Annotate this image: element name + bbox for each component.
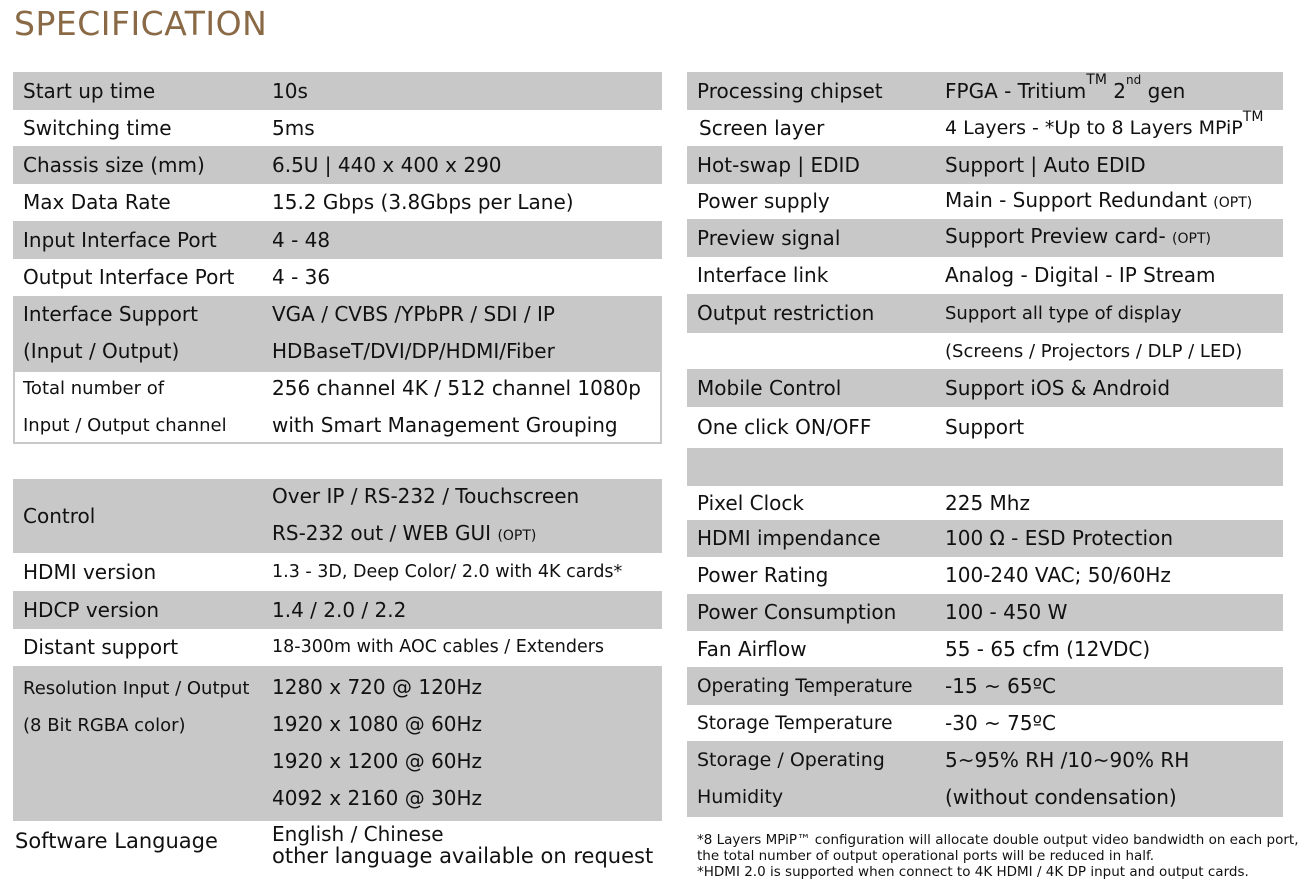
spec-label: HDCP version	[23, 597, 160, 622]
spec-label	[23, 670, 249, 821]
spec-value-line: HDBaseT/DVI/DP/HDMI/Fiber	[272, 339, 555, 363]
spec-value: Support	[945, 415, 1025, 439]
spec-row-humidity	[687, 741, 1283, 817]
resolution-item: 1920 x 1200 @ 60Hz	[272, 749, 483, 773]
spec-row-start-up	[13, 72, 662, 110]
spec-row-channels	[13, 370, 662, 444]
spec-value: 18-300m with AOC cables / Extenders	[272, 637, 605, 657]
spec-value-inline	[945, 218, 1211, 258]
spec-row-switching	[13, 110, 662, 146]
spec-label-line: (Input / Output)	[23, 339, 180, 363]
spec-value-line: with Smart Management Grouping	[272, 413, 618, 437]
spec-row-chipset	[687, 72, 1283, 110]
spec-label: Operating Temperature	[697, 675, 913, 697]
spec-value-line: English / Chinese	[272, 822, 444, 846]
spec-label: Switching time	[23, 115, 172, 140]
spec-value-line: VGA / CVBS /YPbPR / SDI / IP	[272, 302, 555, 326]
spec-row-distant	[13, 629, 662, 666]
spec-value	[945, 184, 1252, 219]
resolution-item: 1920 x 1080 @ 60Hz	[272, 712, 483, 736]
spec-row-op-temp	[687, 667, 1283, 705]
spec-row-power-consumption	[687, 594, 1283, 631]
spec-value	[945, 741, 1189, 817]
spec-label-line: Input / Output channel	[23, 415, 227, 436]
spec-label-line: Total number of	[23, 378, 165, 399]
spec-value: 225 Mhz	[945, 490, 1030, 515]
spec-label: Pixel Clock	[697, 490, 804, 515]
spec-value	[272, 296, 555, 370]
spec-value: 1.4 / 2.0 / 2.2	[272, 597, 407, 622]
spec-row-hdcp-version	[13, 591, 662, 629]
resolution-item: 4092 x 2160 @ 30Hz	[272, 786, 483, 810]
spec-label: Power Rating	[697, 563, 829, 587]
resolution-item: 1280 x 720 @ 120Hz	[272, 675, 483, 699]
spec-label: Processing chipset	[697, 78, 883, 103]
spec-label-line: Storage / Operating	[697, 749, 885, 771]
spec-row-fan	[687, 631, 1283, 667]
spec-value: 100 Ω - ESD Protection	[945, 526, 1174, 550]
spec-value-text: gen	[1141, 78, 1186, 103]
spec-value	[945, 72, 1185, 110]
spec-label: Storage Temperature	[697, 712, 893, 734]
spec-value-text: RS-232 out / WEB GUI	[272, 520, 492, 545]
spec-row-input-port	[13, 221, 662, 259]
spec-row-storage-temp	[687, 705, 1283, 741]
spec-label	[23, 296, 198, 370]
spec-value	[272, 823, 653, 883]
spec-row-output-restriction-cont	[687, 333, 1283, 369]
spec-value: Support | Auto EDID	[945, 152, 1146, 177]
spec-row-hotswap	[687, 146, 1283, 184]
spec-label: Input Interface Port	[23, 227, 217, 252]
superscript: nd	[1126, 72, 1142, 87]
spec-value: Support all type of display	[945, 303, 1182, 324]
spec-label-line: Humidity	[697, 786, 784, 808]
spec-value-line: other language available on request	[272, 844, 654, 868]
spec-value-line: (without condensation)	[945, 785, 1177, 809]
spec-label: Output Interface Port	[23, 265, 235, 289]
spec-label: HDMI version	[23, 559, 157, 584]
spec-row-control	[13, 479, 662, 553]
spec-label: Screen layer	[699, 115, 825, 140]
spec-value-text: 4 Layers - *Up to 8 Layers MPiP	[945, 116, 1243, 139]
spec-value-inline	[945, 182, 1252, 222]
opt-tag: (OPT)	[1213, 194, 1253, 211]
spec-value: 100-240 VAC; 50/60Hz	[945, 563, 1171, 587]
page-title: SPECIFICATION	[14, 4, 268, 43]
footnote-line: *8 Layers MPiP™ configuration will allocate double output video bandwidth on each port,	[697, 832, 1299, 848]
spec-value: 4 - 48	[272, 227, 331, 252]
spec-value-text: 2	[1106, 78, 1127, 103]
footnote-line: the total number of output operational ports will be reduced in half.	[697, 848, 1155, 864]
spec-row-mobile	[687, 369, 1283, 407]
spec-value-text: Main - Support Redundant	[945, 187, 1207, 212]
spec-value: -30 ~ 75ºC	[945, 710, 1056, 735]
spec-label: Interface link	[697, 263, 829, 287]
spec-value	[945, 110, 1263, 146]
opt-tag: (OPT)	[497, 527, 537, 544]
spec-row-software	[13, 821, 662, 883]
spec-label-line: Resolution Input / Output	[23, 678, 250, 699]
spec-value-line: 256 channel 4K / 512 channel 1080p	[272, 376, 641, 400]
spec-value: 1.3 - 3D, Deep Color/ 2.0 with 4K cards*	[272, 561, 623, 582]
spec-label: Max Data Rate	[23, 190, 171, 214]
spec-label	[697, 741, 885, 817]
left-spec-table	[13, 72, 662, 884]
spec-label: Start up time	[23, 78, 156, 103]
spec-row-data-rate	[13, 184, 662, 221]
spec-value-inline	[945, 73, 1185, 110]
spec-label-line: Interface Support	[23, 302, 198, 326]
right-spec-table	[687, 72, 1283, 824]
footnote-line: *HDMI 2.0 is supported when connect to 4K HDMI / 4K DP input and output cards.	[697, 864, 1249, 880]
spec-row-interface-link	[687, 257, 1283, 294]
spec-value-text: FPGA - Tritium	[945, 78, 1087, 103]
spec-label: Chassis size (mm)	[23, 152, 205, 177]
spec-row-hdmi-impedance	[687, 520, 1283, 557]
spec-value	[272, 479, 579, 553]
spec-label: Power supply	[697, 189, 830, 213]
spec-row-hdmi-version	[13, 553, 662, 591]
trademark-mark: TM	[1086, 71, 1107, 88]
footnotes	[697, 832, 1299, 880]
spec-row-chassis	[13, 146, 662, 184]
spec-value: -15 ~ 65ºC	[945, 673, 1056, 698]
spec-row-output-port	[13, 259, 662, 296]
spec-row-output-restriction	[687, 294, 1283, 333]
spec-value	[945, 219, 1211, 257]
spec-row-interface-support	[13, 296, 662, 370]
spec-value: 100 - 450 W	[945, 600, 1068, 624]
spec-row-spacer	[687, 448, 1283, 486]
spec-row-preview	[687, 219, 1283, 257]
spec-row-resolution	[13, 666, 662, 821]
spec-label: HDMI impendance	[697, 526, 881, 550]
spec-value-text: Support Preview card-	[945, 224, 1166, 248]
spec-label: Output restriction	[697, 301, 875, 325]
trademark-mark: TM	[1242, 108, 1264, 125]
spec-value	[272, 669, 482, 821]
spec-value-line: 5~95% RH /10~90% RH	[945, 748, 1190, 772]
spec-value: 55 - 65 cfm (12VDC)	[945, 636, 1151, 661]
spec-value: Analog - Digital - IP Stream	[945, 263, 1216, 287]
spec-value-line	[272, 515, 579, 555]
spec-label-line: (8 Bit RGBA color)	[23, 715, 186, 736]
spec-value	[272, 372, 641, 442]
spec-value: 4 - 36	[272, 265, 331, 289]
spec-row-one-click	[687, 407, 1283, 448]
spec-label: Power Consumption	[697, 600, 897, 624]
spec-label: One click ON/OFF	[697, 415, 872, 439]
spec-label	[23, 372, 227, 442]
spec-row-power-rating	[687, 557, 1283, 594]
spec-label: Mobile Control	[697, 375, 842, 400]
spec-label: Hot-swap | EDID	[697, 152, 860, 177]
spec-value: Support iOS & Android	[945, 375, 1171, 400]
spec-value: (Screens / Projectors / DLP / LED)	[945, 340, 1243, 362]
spec-row-power-supply	[687, 184, 1283, 219]
spec-value: 6.5U | 440 x 400 x 290	[272, 152, 502, 177]
spec-label: Software Language	[15, 829, 218, 853]
spec-row-screen-layer	[687, 110, 1283, 146]
spec-value: 10s	[272, 78, 308, 103]
spec-value: 15.2 Gbps (3.8Gbps per Lane)	[272, 190, 574, 214]
spec-label: Fan Airflow	[697, 636, 807, 661]
spec-label: Control	[23, 503, 96, 528]
spec-label: Preview signal	[697, 225, 841, 250]
spec-value: 5ms	[272, 115, 315, 140]
spec-row-pixel-clock	[687, 486, 1283, 520]
spec-value-line: Over IP / RS-232 / Touchscreen	[272, 483, 580, 508]
spec-value-inline	[945, 110, 1263, 147]
spec-label: Distant support	[23, 635, 179, 659]
opt-tag: (OPT)	[1172, 231, 1211, 247]
